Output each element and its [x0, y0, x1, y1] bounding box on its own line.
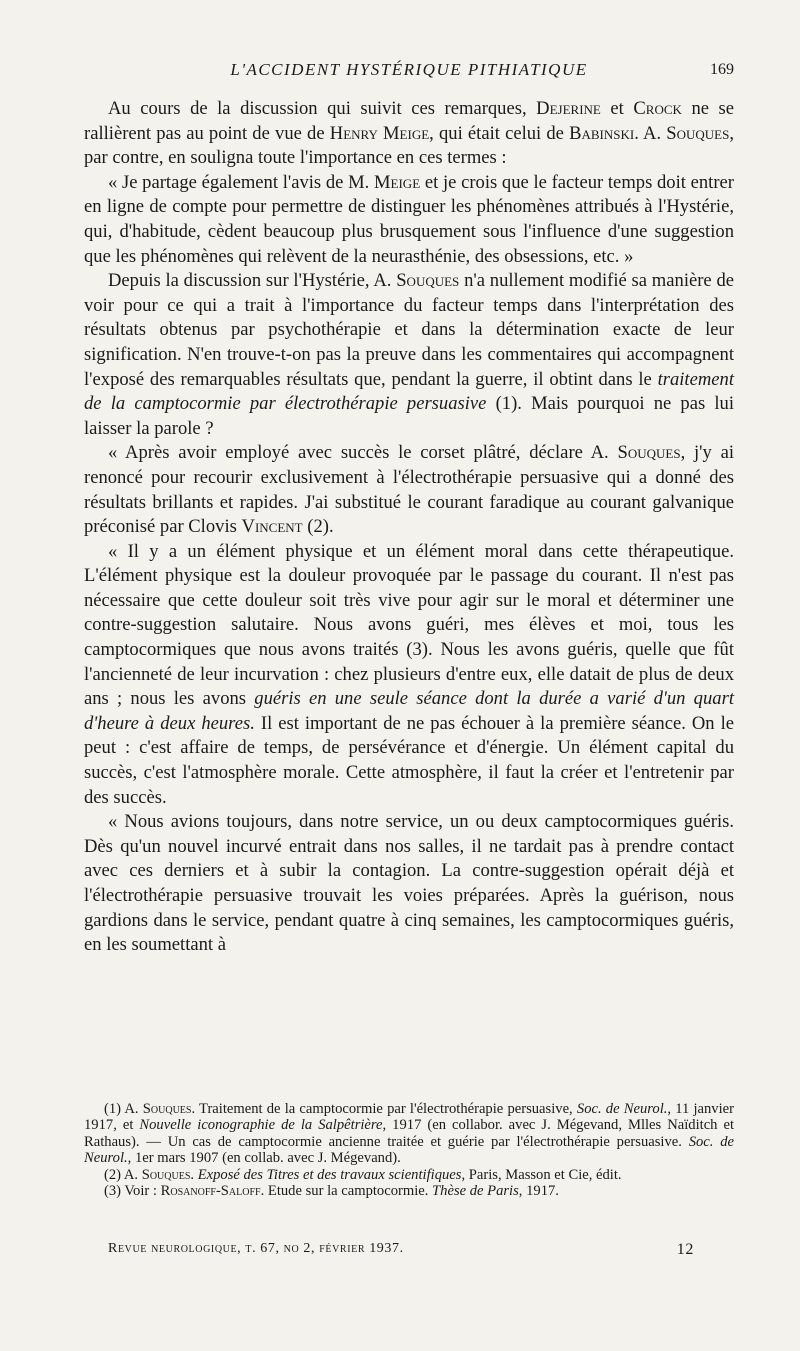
- journal-line: Revue neurologique, t. 67, no 2, février 1937.: [108, 1241, 404, 1256]
- footnote-2: [84, 1167, 734, 1183]
- text-run: (2) A.: [104, 1166, 139, 1183]
- italic-source: Thèse de Paris: [432, 1183, 519, 1200]
- footnote-1: [84, 1101, 734, 1167]
- text-run: .: [190, 1166, 195, 1183]
- author-name: Dejerine: [536, 98, 601, 119]
- page-number: 169: [710, 61, 734, 78]
- text-run: , 1917 (en collabor. avec J. Mégevand, Mlles Naïditch et Rathaus). — Un cas de camptocormie ancienne traitée et guérie par l'électrothérapie persuasive.: [84, 1117, 734, 1150]
- footnote-3: [84, 1183, 734, 1199]
- text-run: , par contre, en souligna toute l'importance en ces termes :: [84, 122, 735, 169]
- text-run: n'a nullement modifié sa manière de voir pour ce qui a trait à l'importance du facteur temps dans l'interprétation des résultats obtenus par psychothérapie et dans la détermination exacte de leur signification. N'en trouve-t-on pas la preuve dans les commentaires qui accompagnent l'exposé des remarquables résultats que, pendant la guerre, il obtint dans le: [84, 270, 735, 390]
- text-run: (1). Mais pourquoi ne pas lui laisser la parole ?: [84, 393, 734, 439]
- text-run: , 1er mars 1907 (en collab. avec J. Mégevand).: [127, 1150, 401, 1167]
- author-name: Souques: [142, 1101, 192, 1117]
- paragraph-5: [84, 540, 734, 811]
- author-name: Souques: [666, 122, 730, 144]
- italic-emphasis: guéris en une seule séance dont la durée a varié d'un quart d'heure à deux heures.: [84, 688, 734, 734]
- text-run: Depuis la discussion sur l'Hystérie, A.: [108, 270, 392, 292]
- text-run: « Il y a un élément physique et un élément moral dans cette thérapeutique. L'élément physique est la douleur provoquée par le passage du courant. Il n'est pas nécessaire que cette douleur soit très vive pour agir sur le moral et déterminer une contre-suggestion salutaire. Nous avons guéri, mes élèves et moi, tous les camptocormiques que nous avons traités (3). Nous les avons guéris, quelle que fût l'ancienneté de leur incurvation : chez plusieurs d'entre eux, elle datait de plus de deux ans ; nous les avons: [84, 540, 734, 710]
- author-name: Souques: [617, 442, 681, 464]
- italic-title: traitement de la camptocormie par électrothérapie persuasive: [84, 368, 734, 415]
- text-run: et je crois que le facteur temps doit entrer en ligne de compte pour permettre de distinguer les phénomènes attribués à l'Hystérie, qui, d'habitude, cèdent beaucoup plus brusquement sous l'influence d'une suggestion que les phénomènes qui relèvent de la neurasthénie, des obsessions, etc. »: [84, 171, 734, 267]
- paragraph-4: [84, 441, 734, 539]
- text-run: (3) Voir :: [104, 1183, 157, 1200]
- italic-source: Nouvelle iconographie de la Salpêtrière: [139, 1117, 383, 1134]
- author-name: Rosanoff-Saloff: [160, 1183, 261, 1200]
- text-run: , qui était celui de: [429, 122, 564, 144]
- signature-mark: 12: [676, 1241, 694, 1258]
- text-run: . A.: [634, 122, 662, 144]
- author-name: Meige: [374, 171, 421, 193]
- text-run: « Après avoir employé avec succès le corset plâtré, déclare A.: [108, 442, 609, 464]
- italic-source: Exposé des Titres et des travaux scientifiques: [197, 1166, 462, 1183]
- text-run: (2).: [307, 516, 334, 538]
- text-run: . Traitement de la camptocormie par l'électrothérapie persuasive,: [191, 1101, 573, 1117]
- author-name: Souques: [141, 1166, 191, 1183]
- text-run: Au cours de la discussion qui suivit ces remarques,: [108, 98, 527, 119]
- paragraph-6: [84, 810, 734, 958]
- footnotes: [84, 1101, 734, 1199]
- text-run: , 11 janvier 1917, et: [84, 1101, 734, 1134]
- body-text: [84, 97, 734, 958]
- italic-source: Soc. de Neurol.: [84, 1133, 734, 1167]
- author-name: Vincent: [241, 516, 303, 538]
- text-run: ne se rallièrent pas au point de vue de: [84, 98, 735, 144]
- author-name: Crock: [633, 98, 682, 119]
- text-run: Il est important de ne pas échouer à la première séance. On le peut : c'est affaire de temps, de persévérance et d'énergie. Un élément capital du succès, c'est l'atmosphère morale. Cette atmosphère, il faut la créer et l'entretenir par des succès.: [84, 712, 735, 808]
- paragraph-2: [84, 171, 734, 269]
- text-run: , Paris, Masson et Cie, édit.: [461, 1166, 622, 1183]
- author-name: Souques: [396, 270, 460, 292]
- text-run: . Etude sur la camptocormie.: [260, 1183, 429, 1200]
- paragraph-1: [84, 97, 734, 171]
- author-name: Babinski: [569, 122, 635, 144]
- text-run: , j'y ai renoncé pour recourir exclusivement à l'électrothérapie persuasive qui a donné des résultats brillants et rapides. J'ai substitué le courant faradique au courant galvanique préconisé par Clovis: [84, 442, 735, 538]
- running-header: [84, 60, 734, 84]
- text-run: , 1917.: [518, 1183, 559, 1200]
- running-title: L'ACCIDENT HYSTÉRIQUE PITHIATIQUE: [230, 60, 588, 79]
- text-run: et: [610, 98, 624, 119]
- italic-source: Soc. de Neurol.: [576, 1101, 668, 1117]
- paragraph-3: [84, 269, 734, 441]
- text-run: « Nous avions toujours, dans notre service, un ou deux camptocormiques guéris. Dès qu'un nouvel incurvé entrait dans nos salles, il ne tardait pas à prendre contact avec ces derniers et à subir la contagion. La contre-suggestion opérait déjà et l'électrothérapie persuasive trouvait les voies préparées. Après la guérison, nous gardions dans le service, pendant quatre à cinq semaines, les camptocormiques guéris, en les soumettant à: [84, 811, 734, 956]
- text-run: « Je partage également l'avis de M.: [108, 171, 370, 193]
- text-run: (1) A.: [104, 1101, 139, 1117]
- author-name: Henry Meige: [329, 122, 430, 144]
- page-footer: [108, 1241, 694, 1261]
